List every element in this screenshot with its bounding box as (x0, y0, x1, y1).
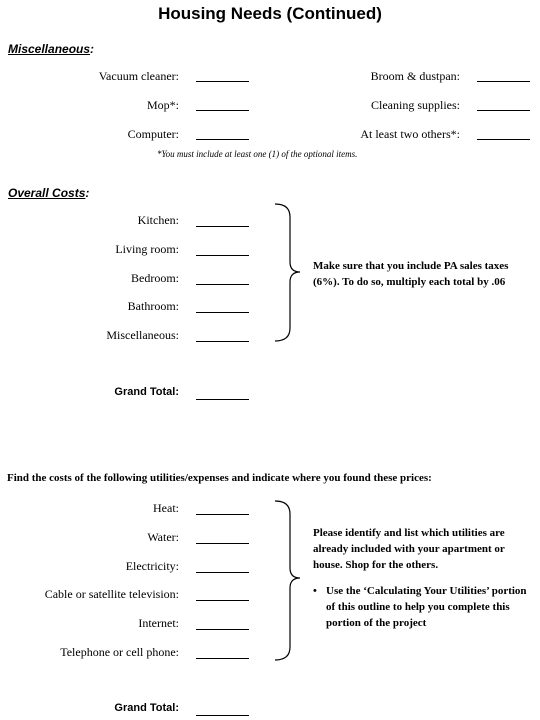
misc-label-mop: Mop*: (146, 98, 179, 112)
misc-blank-vacuum (196, 81, 249, 82)
misc-label-others: At least two others*: (360, 127, 460, 141)
utilities-bullet-list (313, 583, 535, 631)
costs-label-kitchen: Kitchen: (137, 213, 179, 227)
misc-label-computer: Computer: (127, 127, 179, 141)
util-blank-cable (196, 600, 249, 601)
util-label-internet: Internet: (138, 616, 179, 630)
util-blank-internet (196, 629, 249, 630)
util-blank-heat (196, 514, 249, 515)
costs-grand-total-label: Grand Total: (114, 386, 179, 398)
costs-label-misc: Miscellaneous: (106, 328, 179, 342)
utilities-grand-total-blank (196, 715, 249, 716)
misc-blank-cleaning (477, 110, 530, 111)
costs-blank-bathroom (196, 312, 249, 313)
costs-blank-living (196, 255, 249, 256)
misc-blank-others (477, 139, 530, 140)
util-label-telephone: Telephone or cell phone: (60, 645, 179, 659)
util-label-water: Water: (147, 530, 179, 544)
costs-label-bedroom: Bedroom: (131, 271, 179, 285)
costs-blank-bedroom (196, 284, 249, 285)
utilities-brace (272, 500, 302, 662)
misc-blank-broom (477, 81, 530, 82)
costs-blank-misc (196, 341, 249, 342)
util-label-cable: Cable or satellite television: (44, 587, 179, 601)
utilities-bullet-item: • Use the ‘Calculating Your Utilities’ portion of this outline to help you complete this portion of the project (313, 583, 535, 631)
util-label-electricity: Electricity: (125, 559, 179, 573)
misc-blank-computer (196, 139, 249, 140)
util-blank-water (196, 543, 249, 544)
util-blank-telephone (196, 658, 249, 659)
costs-grand-total-blank (196, 399, 249, 400)
misc-label-vacuum: Vacuum cleaner: (98, 69, 179, 83)
misc-blank-mop (196, 110, 249, 111)
costs-brace (272, 203, 302, 343)
costs-label-bathroom: Bathroom: (127, 299, 179, 313)
costs-heading-colon: : (85, 186, 90, 200)
util-label-heat: Heat: (153, 501, 179, 515)
page-title: Housing Needs (Continued) (158, 4, 382, 23)
misc-label-cleaning: Cleaning supplies: (371, 98, 460, 112)
costs-blank-kitchen (196, 226, 249, 227)
costs-heading-wrap (8, 184, 89, 202)
misc-note: *You must include at least one (1) of the optional items. (157, 149, 358, 159)
misc-heading-wrap (8, 40, 94, 58)
utilities-intro: Find the costs of the following utilities/expenses and indicate where you found these prices: (7, 472, 432, 484)
misc-label-broom: Broom & dustpan: (370, 69, 460, 83)
misc-heading-colon: : (90, 42, 95, 56)
misc-heading: Miscellaneous (8, 42, 91, 56)
costs-heading: Overall Costs (8, 186, 86, 200)
util-blank-electricity (196, 572, 249, 573)
costs-label-living: Living room: (115, 242, 179, 256)
costs-tax-note: Make sure that you include PA sales taxes (6%). To do so, multiply each total by .06 (313, 260, 509, 288)
utilities-grand-total-label: Grand Total: (114, 702, 179, 714)
utilities-note: Please identify and list which utilities are already included with your apartment or house. Shop for the others. (313, 527, 505, 571)
